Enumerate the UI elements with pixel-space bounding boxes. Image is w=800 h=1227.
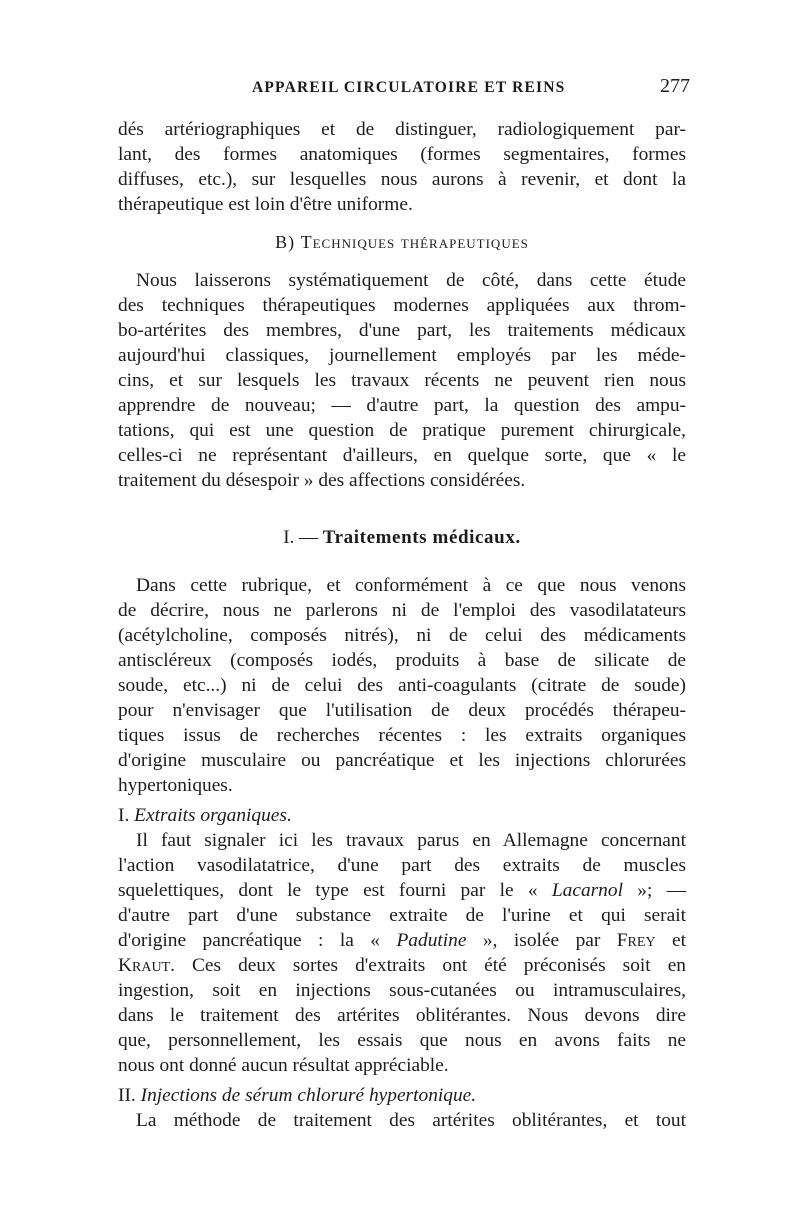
- section-i-prefix: I. —: [283, 527, 319, 548]
- subsection-2-title: Injections de sérum chloruré hypertonique.: [140, 1085, 477, 1106]
- section-i-line-7: tiques issus de recherches récentes : les extraits organiques: [118, 725, 686, 746]
- subsection-1-line-2: l'action vasodilatatrice, d'une part des extraits de muscles: [118, 855, 686, 876]
- section-b-line-2: des techniques thérapeutiques modernes appliquées aux throm-: [118, 295, 686, 316]
- subsection-2-heading: [118, 1084, 476, 1108]
- section-i-line-5: soude, etc...) ni de celui des anti-coagulants (citrate de soude): [118, 675, 686, 696]
- subsection-1-line-7: ingestion, soit en injections sous-cutanées ou intramusculaires,: [118, 980, 686, 1001]
- section-i-line-1: Dans cette rubrique, et conformément à ce que nous venons: [136, 575, 686, 596]
- section-b-line-1: Nous laisserons systématiquement de côté, dans cette étude: [136, 270, 686, 291]
- subsection-1-line-3: [118, 879, 686, 903]
- subsection-1-line-6: [118, 954, 686, 978]
- subsection-1-line-1: Il faut signaler ici les travaux parus en Allemagne concernant: [136, 830, 686, 851]
- subsection-1-line-3-start: squelettiques, dont le type est fourni par le «: [118, 880, 552, 901]
- subsection-1-line-5-end: et: [655, 930, 686, 951]
- section-i-line-8: d'origine musculaire ou pancréatique et les injections chlorurées: [118, 750, 686, 771]
- section-b-prefix: B): [275, 232, 296, 252]
- intro-line-1: dés artériographiques et de distinguer, radiologiquement par-: [118, 119, 686, 140]
- section-i-line-6: pour n'envisager que l'utilisation de deux procédés thérapeu-: [118, 700, 686, 721]
- subsection-1-line-8: dans le traitement des artérites oblitérantes. Nous devons dire: [118, 1005, 686, 1026]
- subsection-1-line-5-middle: », isolée par: [466, 930, 617, 951]
- padutine-term: Padutine: [396, 930, 467, 951]
- section-b-line-6: apprendre de nouveau; — d'autre part, la question des ampu-: [118, 395, 686, 416]
- section-b-line-8: celles-ci ne représentant d'ailleurs, en quelque sorte, que « le: [118, 445, 686, 466]
- lacarnol-term: Lacarnol: [551, 880, 623, 901]
- section-b-line-5: cins, et sur lesquels les travaux récents ne peuvent rien nous: [118, 370, 686, 391]
- subsection-1-line-6-end: . Ces deux sortes d'extraits ont été préconisés soit en: [170, 955, 686, 976]
- subsection-1-line-3-end: »; —: [622, 880, 687, 901]
- subsection-1-line-5: [118, 929, 686, 953]
- subsection-1-heading: [118, 804, 292, 828]
- running-title: APPAREIL CIRCULATOIRE ET REINS: [252, 79, 566, 96]
- subsection-2-line-1: La méthode de traitement des artérites oblitérantes, et tout: [136, 1110, 686, 1131]
- section-b-line-9: traitement du désespoir » des affections considérées.: [118, 470, 526, 491]
- section-i-line-2: de décrire, nous ne parlerons ni de l'emploi des vasodilatateurs: [118, 600, 686, 621]
- section-b-line-3: bo-artérites des membres, d'une part, les traitements médicaux: [118, 320, 686, 341]
- subsection-1-line-9: que, personnellement, les essais que nous en avons faits ne: [118, 1030, 686, 1051]
- section-i-line-3: (acétylcholine, composés nitrés), ni de celui des médicaments: [118, 625, 686, 646]
- section-b-line-7: tations, qui est une question de pratique purement chirurgicale,: [118, 420, 686, 441]
- subsection-1-number: I.: [118, 805, 130, 826]
- section-b-heading: [118, 232, 686, 253]
- author-frey: Frey: [616, 930, 656, 951]
- section-b-line-4: aujourd'hui classiques, journellement employés par les méde-: [118, 345, 686, 366]
- section-i-title: Traitements médicaux.: [322, 527, 521, 548]
- intro-line-4: thérapeutique est loin d'être uniforme.: [118, 194, 413, 215]
- section-i-heading: [118, 527, 686, 549]
- section-i-line-4: antiscléreux (composés iodés, produits à base de silicate de: [118, 650, 686, 671]
- subsection-1-title: Extraits organiques.: [134, 805, 292, 826]
- section-b-title: Techniques thérapeutiques: [300, 232, 529, 252]
- intro-line-2: lant, des formes anatomiques (formes segmentaires, formes: [118, 144, 686, 165]
- author-kraut: Kraut: [118, 955, 171, 976]
- subsection-1-line-4: d'autre part d'une substance extraite de l'urine et qui serait: [118, 905, 686, 926]
- running-header: [118, 77, 690, 101]
- page-number: 277: [660, 75, 690, 97]
- subsection-1-line-5-start: d'origine pancréatique : la «: [118, 930, 397, 951]
- intro-line-3: diffuses, etc.), sur lesquelles nous aurons à revenir, et dont la: [118, 169, 686, 190]
- subsection-1-line-10: nous ont donné aucun résultat appréciable.: [118, 1055, 449, 1076]
- section-i-line-9: hypertoniques.: [118, 775, 233, 796]
- subsection-2-number: II.: [118, 1085, 136, 1106]
